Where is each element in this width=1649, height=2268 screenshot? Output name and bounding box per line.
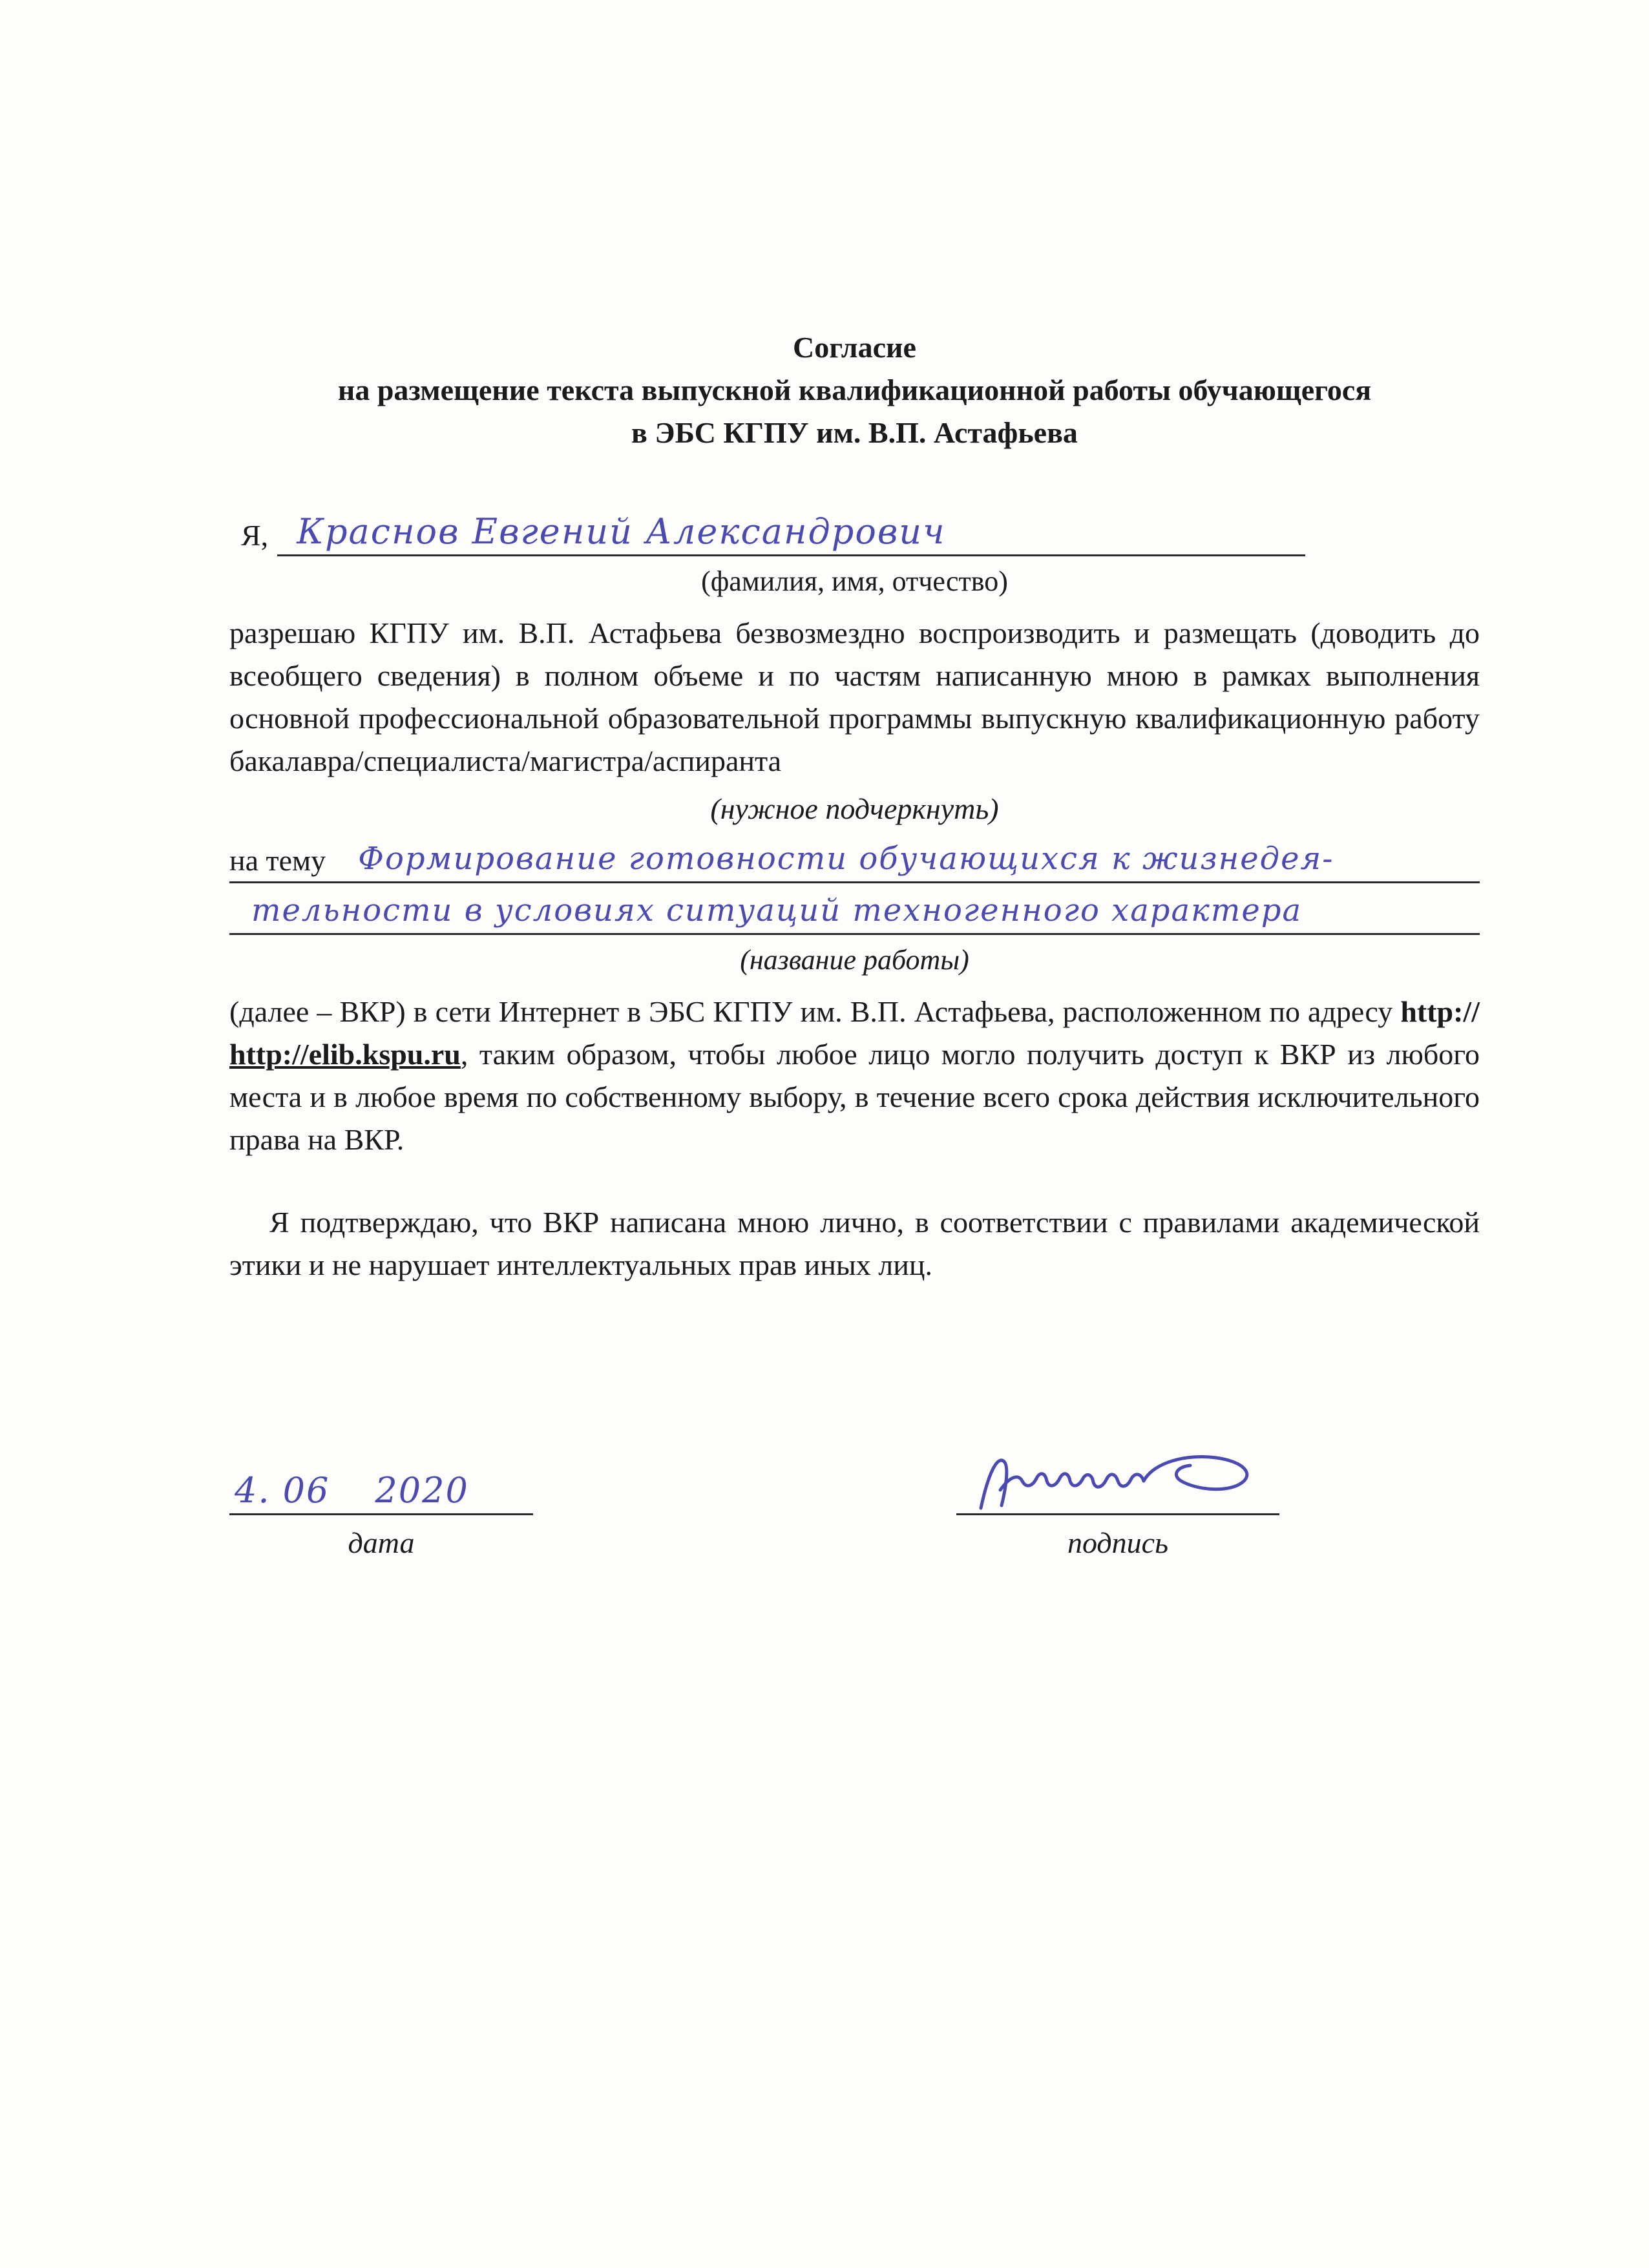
topic-blank-line-1 <box>336 841 1480 883</box>
name-line <box>229 511 1305 556</box>
handwritten-date-year: 2020 <box>375 1470 469 1511</box>
title-line-2: на размещение текста выпускной квалификационной работы обучающегося <box>337 373 1372 406</box>
handwritten-topic-line-2: тельности в условиях ситуаций техногенного характера <box>251 892 1303 929</box>
signature <box>963 1438 1273 1522</box>
underline-note: (нужное подчеркнуть) <box>710 792 999 825</box>
name-prefix: Я, <box>241 519 269 552</box>
document-title <box>229 326 1480 454</box>
handwritten-name: Краснов Евгений Александрович <box>297 511 946 552</box>
vkr-paragraph <box>229 991 1480 1161</box>
url-prefix: http:// <box>1400 995 1480 1028</box>
signature-line <box>956 1460 1279 1515</box>
signature-label: подпись <box>1067 1526 1168 1559</box>
confirmation-paragraph: Я подтверждаю, что ВКР написана мною лично, в соответствии с правилами академической этики и не нарушает интеллектуальных прав иных лиц. <box>229 1206 1480 1281</box>
topic-line-1 <box>229 841 1480 883</box>
name-caption: (фамилия, имя, отчество) <box>701 565 1008 597</box>
topic-caption: (название работы) <box>740 944 969 976</box>
title-line-3: в ЭБС КГПУ им. В.П. Астафьева <box>631 416 1078 449</box>
elib-url: http://elib.kspu.ru <box>229 1038 461 1071</box>
vkr-paragraph-part1: (далее – ВКР) в сети Интернет в ЭБС КГПУ им. В.П. Астафьева, расположенном по адресу <box>229 995 1393 1028</box>
handwritten-topic-line-1: Формирование готовности обучающихся к жизнедея- <box>358 841 1334 877</box>
date-label: дата <box>348 1526 415 1559</box>
handwritten-date <box>235 1470 469 1511</box>
name-blank-line <box>277 511 1305 556</box>
topic-label: на тему <box>229 843 336 883</box>
handwritten-date-day: 4. 06 <box>235 1470 330 1511</box>
permission-paragraph: разрешаю КГПУ им. В.П. Астафьева безвозмездно воспроизводить и размещать (доводить до всеобщего сведения) в полном объеме и по частям написанную мною в рамках выполнения основной профессиональной образовательной программы выпускную квалификационную работу бакалавра/специалиста/магистра/аспиранта <box>229 616 1480 777</box>
topic-line-2 <box>229 892 1480 935</box>
date-block <box>229 1460 533 1560</box>
signature-block <box>956 1460 1279 1560</box>
date-line <box>229 1460 533 1515</box>
signature-footer <box>229 1460 1480 1560</box>
title-line-1: Согласие <box>793 331 916 364</box>
vkr-paragraph-part2: , таким образом, чтобы любое лицо могло получить доступ к ВКР из любого места и в любое время по собственному выбору, в течение всего срока действия исключительного права на ВКР. <box>229 1038 1480 1156</box>
